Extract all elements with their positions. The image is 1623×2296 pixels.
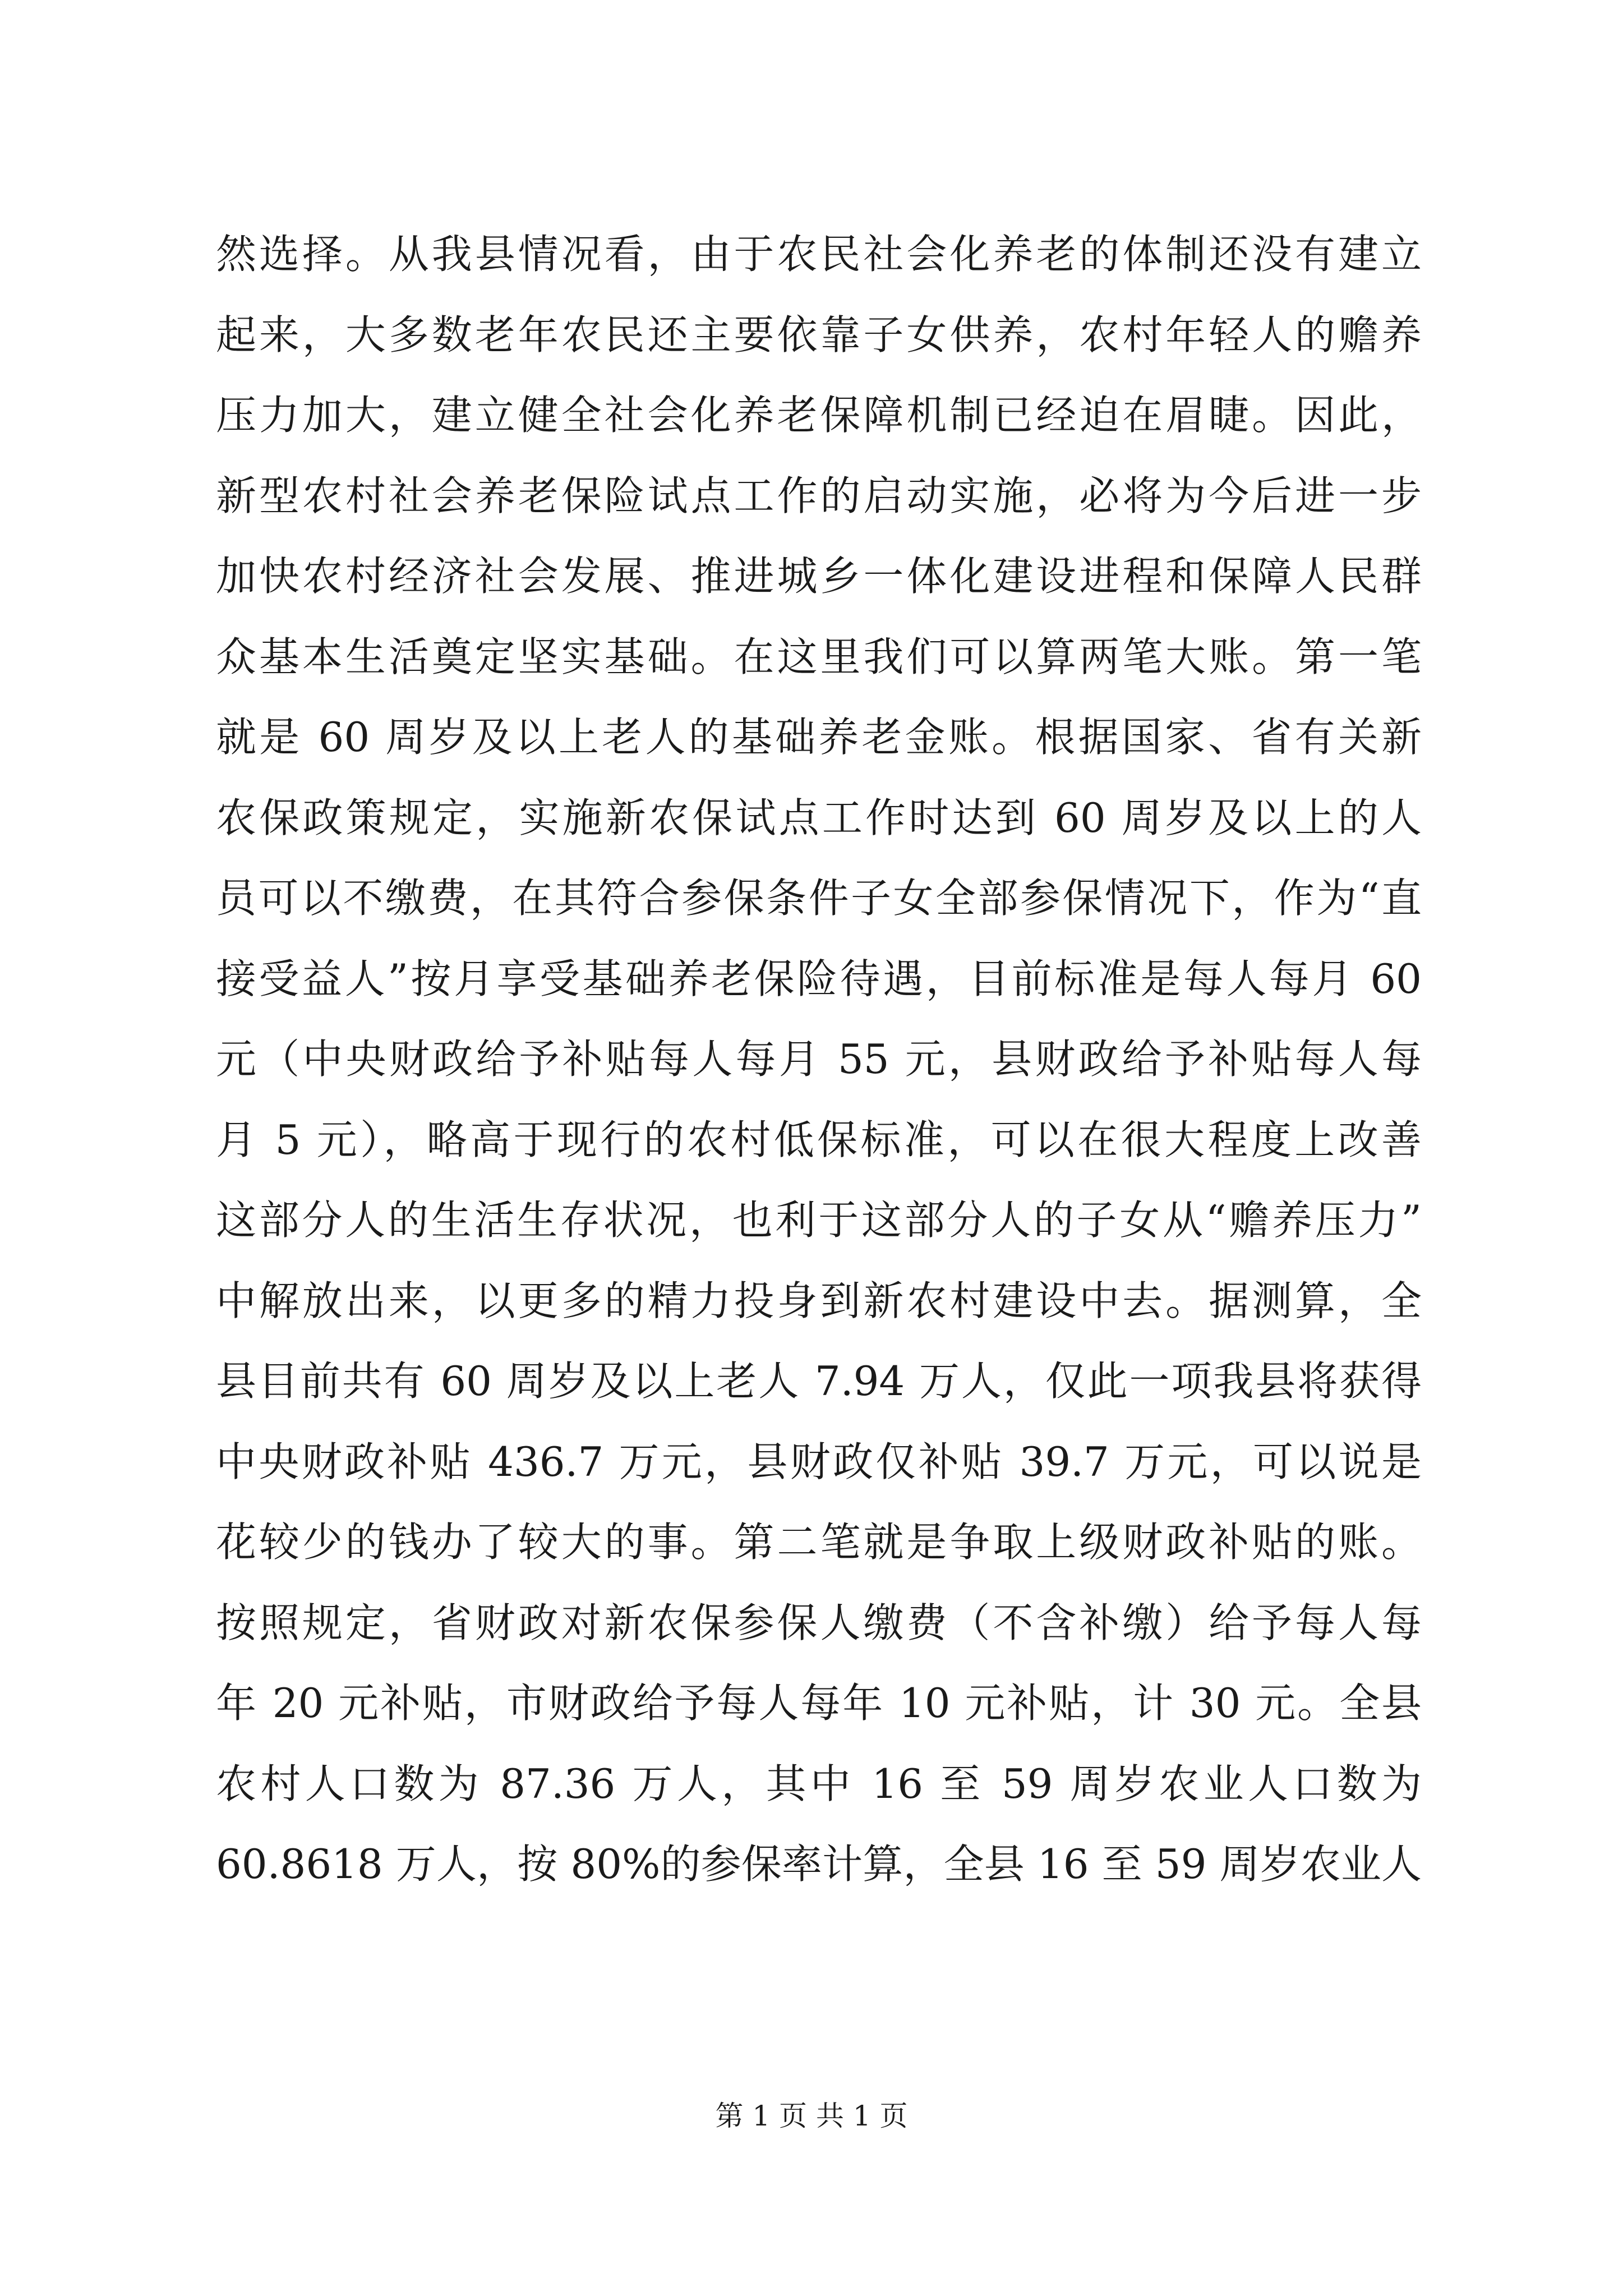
text-line: 起来，大多数老年农民还主要依靠子女供养，农村年轻人的赡养: [216, 311, 1422, 358]
text-line: 农保政策规定，实施新农保试点工作时达到 60 周岁及以上的人: [216, 794, 1422, 841]
text-line: 年 20 元补贴，市财政给予每人每年 10 元补贴，计 30 元。全县: [216, 1680, 1422, 1727]
text-line: 这部分人的生活生存状况，也利于这部分人的子女从“赡养压力”: [216, 1197, 1422, 1244]
text-line: 中央财政补贴 436.7 万元，县财政仅补贴 39.7 万元，可以说是: [216, 1438, 1422, 1485]
text-line: 花较少的钱办了较大的事。第二笔就是争取上级财政补贴的账。: [216, 1519, 1422, 1566]
text-line: 就是 60 周岁及以上老人的基础养老金账。根据国家、省有关新: [216, 714, 1422, 761]
text-line: 县目前共有 60 周岁及以上老人 7.94 万人，仅此一项我县将获得: [216, 1358, 1422, 1405]
text-line: 员可以不缴费，在其符合参保条件子女全部参保情况下，作为“直: [216, 875, 1422, 922]
text-line: 新型农村社会养老保险试点工作的启动实施，必将为今后进一步: [216, 472, 1422, 519]
text-line: 月 5 元），略高于现行的农村低保标准，可以在很大程度上改善: [216, 1116, 1422, 1163]
text-line: 农村人口数为 87.36 万人，其中 16 至 59 周岁农业人口数为: [216, 1760, 1422, 1807]
text-line: 元（中央财政给予补贴每人每月 55 元，县财政给予补贴每人每: [216, 1036, 1422, 1083]
text-line: 压力加大，建立健全社会化养老保障机制已经迫在眉睫。因此，: [216, 392, 1422, 439]
text-line: 然选择。从我县情况看，由于农民社会化养老的体制还没有建立: [216, 231, 1422, 278]
text-line: 接受益人”按月享受基础养老保险待遇，目前标准是每人每月 60: [216, 955, 1422, 1002]
page-footer: [0, 2099, 1623, 2133]
body-text: [216, 214, 1422, 1905]
text-line: 按照规定，省财政对新农保参保人缴费（不含补缴）给予每人每: [216, 1599, 1422, 1646]
text-line: 中解放出来，以更多的精力投身到新农村建设中去。据测算，全: [216, 1277, 1422, 1324]
text-line: 60.8618 万人，按 80%的参保率计算，全县 16 至 59 周岁农业人: [216, 1841, 1422, 1888]
page-number-label: 第 1 页 共 1 页: [715, 2100, 908, 2132]
text-line: 加快农村经济社会发展、推进城乡一体化建设进程和保障人民群: [216, 553, 1422, 600]
text-line: 众基本生活奠定坚实基础。在这里我们可以算两笔大账。第一笔: [216, 633, 1422, 680]
